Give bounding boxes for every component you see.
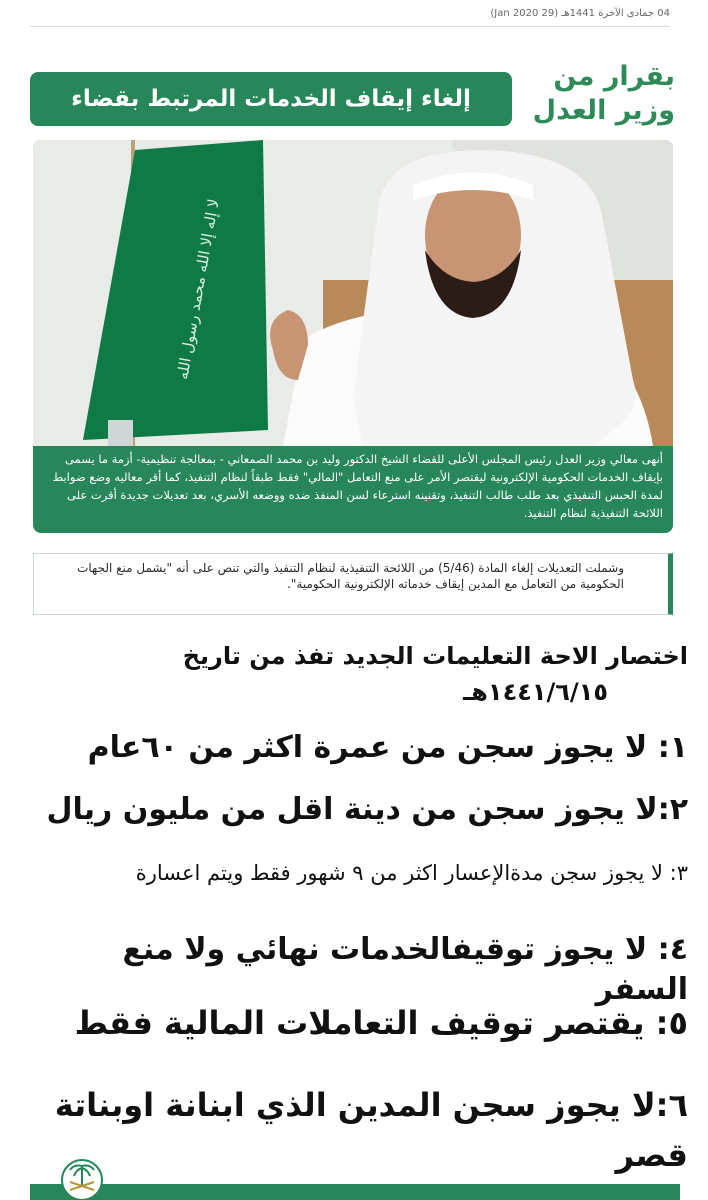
photo-caption: أنهى معالي وزير العدل رئيس المجلس الأعلى للقضاء الشيخ الدكتور وليد بن محمد الصمعاني - بمعالجة تنظيمية- أزمة ما يسمى بإيقاف الخدمات الحكومية الإلكترونية ليقتصر الأمر على منع التعامل "المالي" فقط طبقاً لنظام التنفيذ، كما أقر معاليه وضع ضوابط لمدة الحبس التنفيذي بعد طلب طالب التنفيذ، وتقنينه استرعاء لسن المنفذ ضده ووضعه الأسري، بعد تعديلات جديدة أقرت على اللائحة التنفيذية لنظام التنفيذ.: [52, 452, 663, 520]
kicker-line-2: وزير العدل: [532, 95, 675, 126]
headline-row: [30, 60, 675, 130]
headline-kicker: [515, 60, 675, 128]
photo-card: [33, 140, 673, 533]
palm-swords-emblem-icon: [52, 1152, 112, 1200]
summary-title: اختصار الاحة التعليمات الجديد تفذ من تاريخ: [182, 642, 688, 670]
summary-section: [20, 640, 688, 1190]
date-strip: [30, 8, 670, 27]
summary-item-5: ٥: يقتصر توقيف التعاملات المالية فقط: [74, 1004, 688, 1042]
flag-inscription: لا إله إلا الله محمد رسول الله: [173, 197, 223, 381]
minister-photo: [33, 140, 673, 446]
footer-bar: [30, 1184, 680, 1200]
amendment-note: [33, 553, 673, 615]
summary-item-1: ١: لا يجوز سجن من عمرة اكثر من ٦٠عام: [87, 730, 688, 765]
water-bottle: [108, 420, 133, 446]
summary-item-3: ٣: لا يجوز سجن مدةالإعسار اكثر من ٩ شهور فقط ويتم اعسارة: [135, 861, 688, 885]
issue-date: 04 جمادى الآخرة 1441هـ (29 Jan 2020): [490, 8, 670, 19]
summary-item-4: ٤: لا يجوز توقيفالخدمات نهائي ولا منع السفر: [122, 932, 688, 1007]
headline-banner: إلغاء إيقاف الخدمات المرتبط بقضاء: [30, 72, 512, 126]
summary-item-2: ٢:لا يجوز سجن من دينة اقل من مليون ريال: [46, 792, 688, 827]
summary-date: ١٤٤١/٦/١٥هـ: [463, 678, 608, 706]
amendment-note-text: وشملت التعديلات إلغاء المادة (5/46) من اللائحة التنفيذية لنظام التنفيذ والتي تنص على أنه "يشمل منع الجهات الحكومية من التعامل مع المدين إيقاف خدماته الإلكترونية الحكومية".: [77, 561, 624, 591]
summary-item-6: ٦:لا يجوز سجن المدين الذي ابنانة اوبناتة قصر: [54, 1086, 688, 1174]
kicker-line-1: بقرار من: [553, 61, 675, 92]
